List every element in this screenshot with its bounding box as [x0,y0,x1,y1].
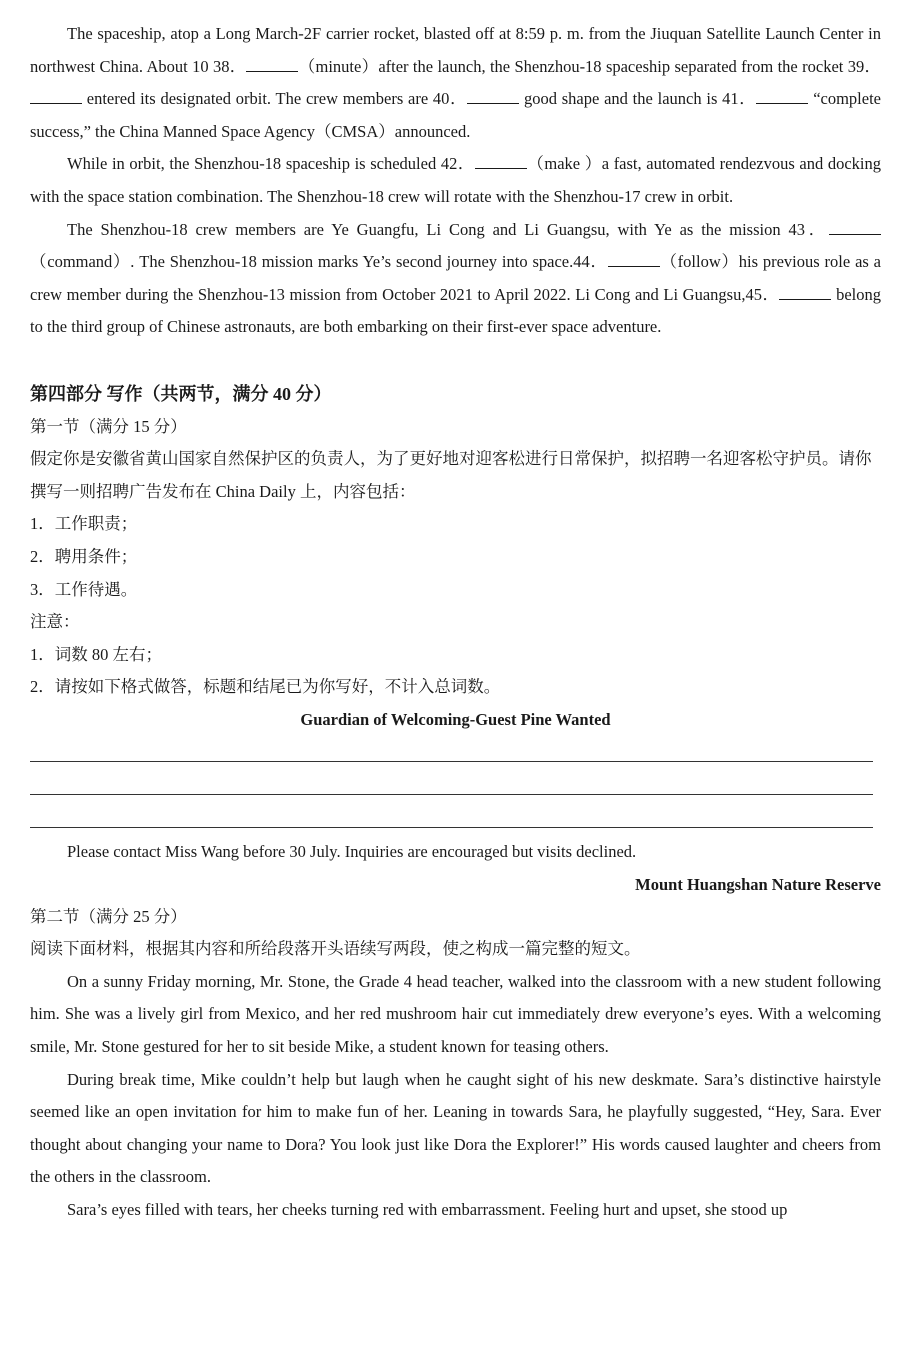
passage-text: （follow）his previous role as a crew member during the Shenzhou-13 mission from October 2021 to April 2022. Li Cong and Li Guangsu,45． [30,252,881,304]
passage-text: “complete success,” the China Manned Space Agency（CMSA）announced. [30,89,881,141]
passage-text: good shape and the launch is 41． [519,89,757,109]
passage-text: entered its designated orbit. The crew members are 40． [82,89,468,109]
passage-paragraph-1 [30,18,881,148]
passage-paragraph-3 [30,214,881,344]
note-item: 1．词数 80 左右； [30,644,162,664]
section1-prompt: 假定你是安徽省黄山国家自然保护区的负责人，为了更好地对迎客松进行日常保护，拟招聘一名迎客松守护员。请你撰写一则招聘广告发布在 China Daily 上，内容包括： [30,449,872,501]
passage-text: belong to the third group of Chinese astronauts, are both embarking on their first-ever space adventure. [30,284,881,337]
requirement-item: 1．工作职责； [30,514,138,534]
blank-42[interactable] [475,154,527,169]
passage-text: （make ）a fast, automated rendezvous and docking with the space station combination. The Shenzhou-18 crew will rotate with the Shenzhou-17 crew in orbit. [30,154,882,206]
requirement-item: 2．聘用条件； [30,546,138,566]
passage-text: The Shenzhou-18 crew members are Ye Guangfu, Li Cong and Li Guangsu, with Ye as the mission 43． [67,219,829,239]
passage-text: （minute）after the launch, the Shenzhou-18 spaceship separated from the rocket 39． [298,56,881,76]
blank-38[interactable] [246,57,298,72]
section1-closing-and-section2 [30,836,881,1227]
blank-41[interactable] [756,89,808,104]
story-paragraph: During break time, Mike couldn’t help but laugh when he caught sight of his new deskmate. Sara’s distinctive hairstyle seemed like an open invitation for him to make fun of her. Leaning in towards Sara, he playfully suggested, “Hey, Sara. Ever thought about changing your name to Dora? You look just like Dora the Explorer!” His words caused laughter and cheers from the others in the classroom. [30,1069,881,1187]
section2-prompt: 阅读下面材料，根据其内容和所给段落开头语续写两段，使之构成一篇完整的短文。 [30,939,641,959]
note-item: 2．请按如下格式做答，标题和结尾已为你写好，不计入总词数。 [30,677,501,697]
story-paragraph: On a sunny Friday morning, Mr. Stone, the Grade 4 head teacher, walked into the classroom with a new student following him. She was a lively girl from Mexico, and her red mushroom hair cut immediately drew everyone’s eyes. With a welcoming smile, Mr. Stone gestured for her to sit beside Mike, a student known for teasing others. [30,971,881,1056]
answer-line[interactable] [30,794,873,795]
passage-text: While in orbit, the Shenzhou-18 spaceship is scheduled 42． [67,154,475,174]
blank-44[interactable] [608,252,660,267]
blank-40[interactable] [467,89,519,104]
section1-label: 第一节（满分 15 分） [30,416,187,436]
passage-text: The spaceship, atop a Long March-2F carrier rocket, blasted off at 8:59 p. m. from the Jiuquan Satellite Launch Center in northwest China. About 10 38． [30,24,881,76]
blank-45[interactable] [779,285,831,300]
grammar-passage [30,18,881,344]
ad-signature: Mount Huangshan Nature Reserve [635,874,881,894]
part4-section1 [30,378,881,736]
ad-closing: Please contact Miss Wang before 30 July. Inquiries are encouraged but visits declined. [67,842,637,861]
note-label: 注意： [30,612,80,632]
answer-line[interactable] [30,827,873,828]
answer-line[interactable] [30,761,873,762]
ad-title: Guardian of Welcoming-Guest Pine Wanted [300,709,611,729]
section2-label: 第二节（满分 25 分） [30,906,187,926]
passage-text: （command）. The Shenzhou-18 mission marks Ye’s second journey into space.44． [30,252,608,272]
requirement-item: 3．工作待遇。 [30,579,138,599]
story-paragraph: Sara’s eyes filled with tears, her cheeks turning red with embarrassment. Feeling hurt and upset, she stood up [67,1199,788,1219]
passage-paragraph-2 [30,148,881,213]
part4-heading: 第四部分 写作（共两节，满分 40 分） [30,384,332,404]
blank-39[interactable] [30,89,82,104]
blank-43[interactable] [829,220,881,235]
